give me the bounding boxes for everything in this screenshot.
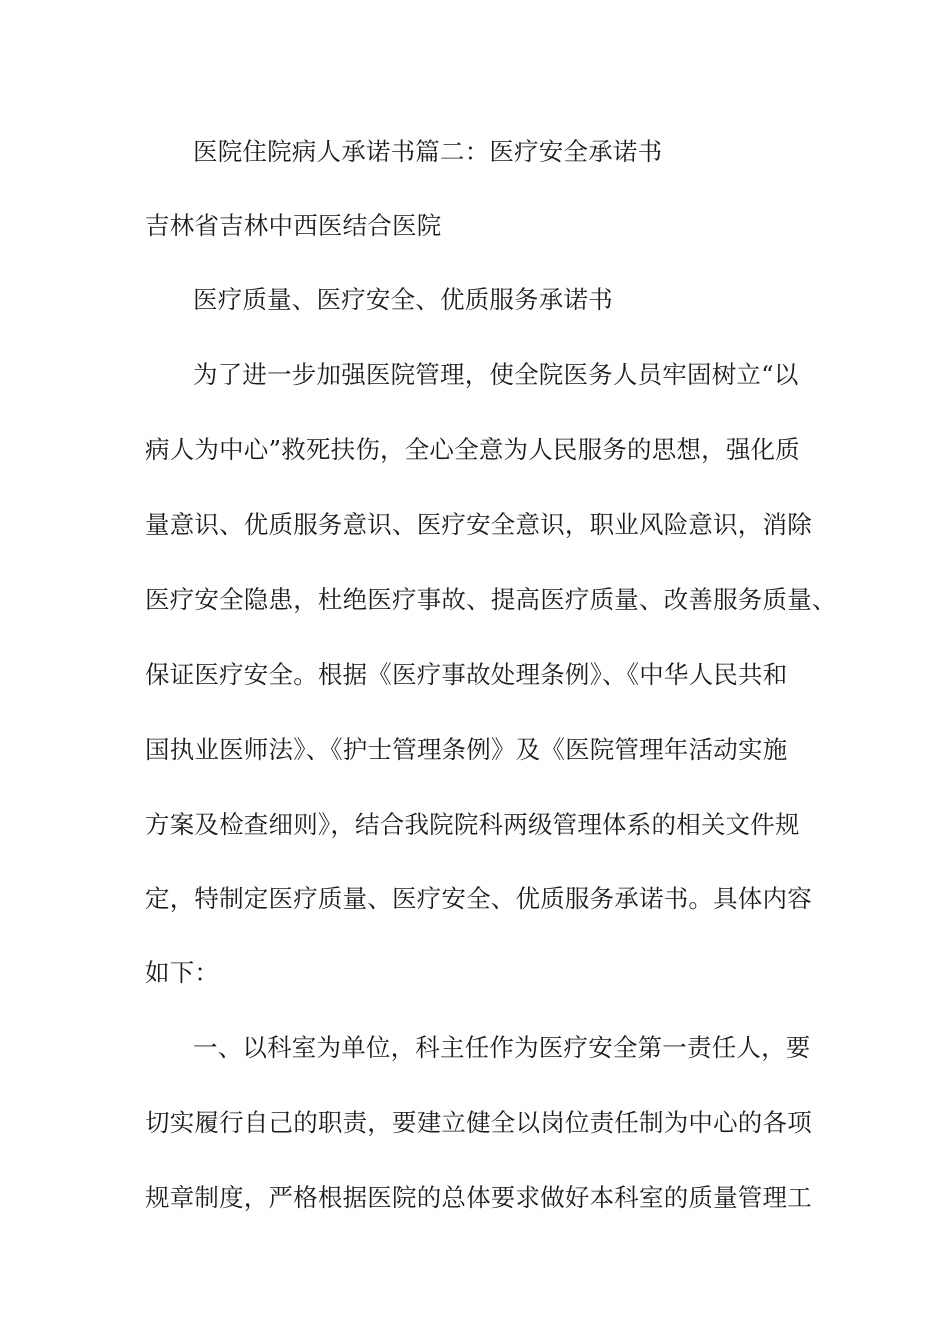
paragraph-line: 定，特制定医疗质量、医疗安全、优质服务承诺书。具体内容	[145, 884, 812, 913]
paragraph-line: 为了进一步加强医院管理，使全院医务人员牢固树立“以	[193, 360, 799, 389]
document-subtitle: 医疗质量、医疗安全、优质服务承诺书	[193, 285, 613, 314]
paragraph-line: 医疗安全隐患，杜绝医疗事故、提高医疗质量、改善服务质量、	[145, 585, 837, 614]
paragraph-line: 病人为中心”救死扶伤，全心全意为人民服务的思想，强化质	[145, 435, 800, 464]
paragraph-line: 规章制度，严格根据医院的总体要求做好本科室的质量管理工	[145, 1183, 812, 1212]
paragraph-line: 一、以科室为单位，科主任作为医疗安全第一责任人，要	[193, 1033, 811, 1062]
hospital-name: 吉林省吉林中西医结合医院	[145, 211, 442, 240]
document-heading: 医院住院病人承诺书篇二：医疗安全承诺书	[193, 137, 663, 166]
paragraph-line: 方案及检查细则》，结合我院院科两级管理体系的相关文件规	[145, 810, 800, 839]
paragraph-line: 保证医疗安全。根据《医疗事故处理条例》、《中华人民共和	[145, 660, 788, 689]
paragraph-line: 如下：	[145, 958, 220, 987]
paragraph-line: 国执业医师法》、《护士管理条例》及《医院管理年活动实施	[145, 735, 788, 764]
paragraph-line: 切实履行自己的职责，要建立健全以岗位责任制为中心的各项	[145, 1108, 812, 1137]
paragraph-line: 量意识、优质服务意识、医疗安全意识，职业风险意识，消除	[145, 510, 812, 539]
